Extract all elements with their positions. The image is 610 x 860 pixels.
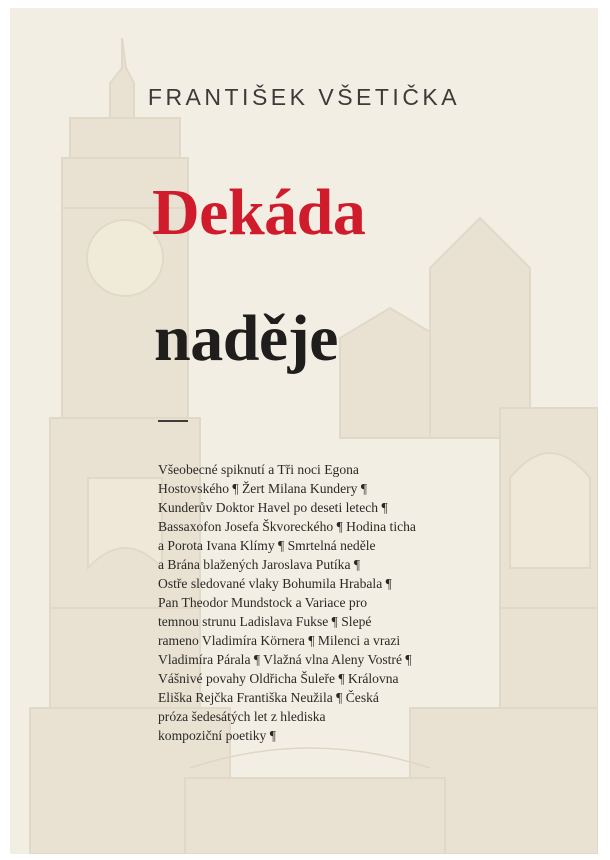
divider-rule: [158, 420, 188, 422]
author-name: FRANTIŠEK VŠETIČKA: [147, 84, 461, 110]
blurb-line: Pan Theodor Mundstock a Variace pro: [158, 595, 368, 610]
book-title-line-2: naděje: [154, 302, 338, 375]
blurb-line: temnou strunu Ladislava Fukse ¶ Slepé: [158, 614, 372, 629]
blurb-line: Bassaxofon Josefa Škvoreckého ¶ Hodina ticha: [158, 519, 416, 534]
blurb-line: Kunderův Doktor Havel po deseti letech ¶: [158, 500, 388, 515]
blurb-line: kompoziční poetiky ¶: [158, 728, 276, 743]
blurb-line: Všeobecné spiknutí a Tři noci Egona: [158, 462, 359, 477]
blurb-line: Eliška Rejčka Františka Neužila ¶ Česká: [158, 690, 379, 705]
blurb-line: a Brána blažených Jaroslava Putíka ¶: [158, 557, 361, 572]
blurb-line: a Porota Ivana Klímy ¶ Smrtelná neděle: [158, 538, 376, 553]
book-title-line-1: Dekáda: [152, 176, 366, 249]
book-cover: [10, 8, 598, 854]
blurb-line: Hostovského ¶ Žert Milana Kundery ¶: [158, 481, 368, 496]
blurb-line: Vladimíra Párala ¶ Vlažná vlna Aleny Vostré ¶: [158, 652, 412, 667]
blurb-line: Ostře sledované vlaky Bohumila Hrabala ¶: [158, 576, 392, 591]
blurb-line: rameno Vladimíra Körnera ¶ Milenci a vrazi: [158, 633, 401, 648]
contents-blurb: [158, 460, 498, 745]
blurb-line: próza šedesátých let z hlediska: [158, 709, 326, 724]
blurb-line: Vášnivé povahy Oldřicha Šuleře ¶ Královna: [158, 671, 399, 686]
